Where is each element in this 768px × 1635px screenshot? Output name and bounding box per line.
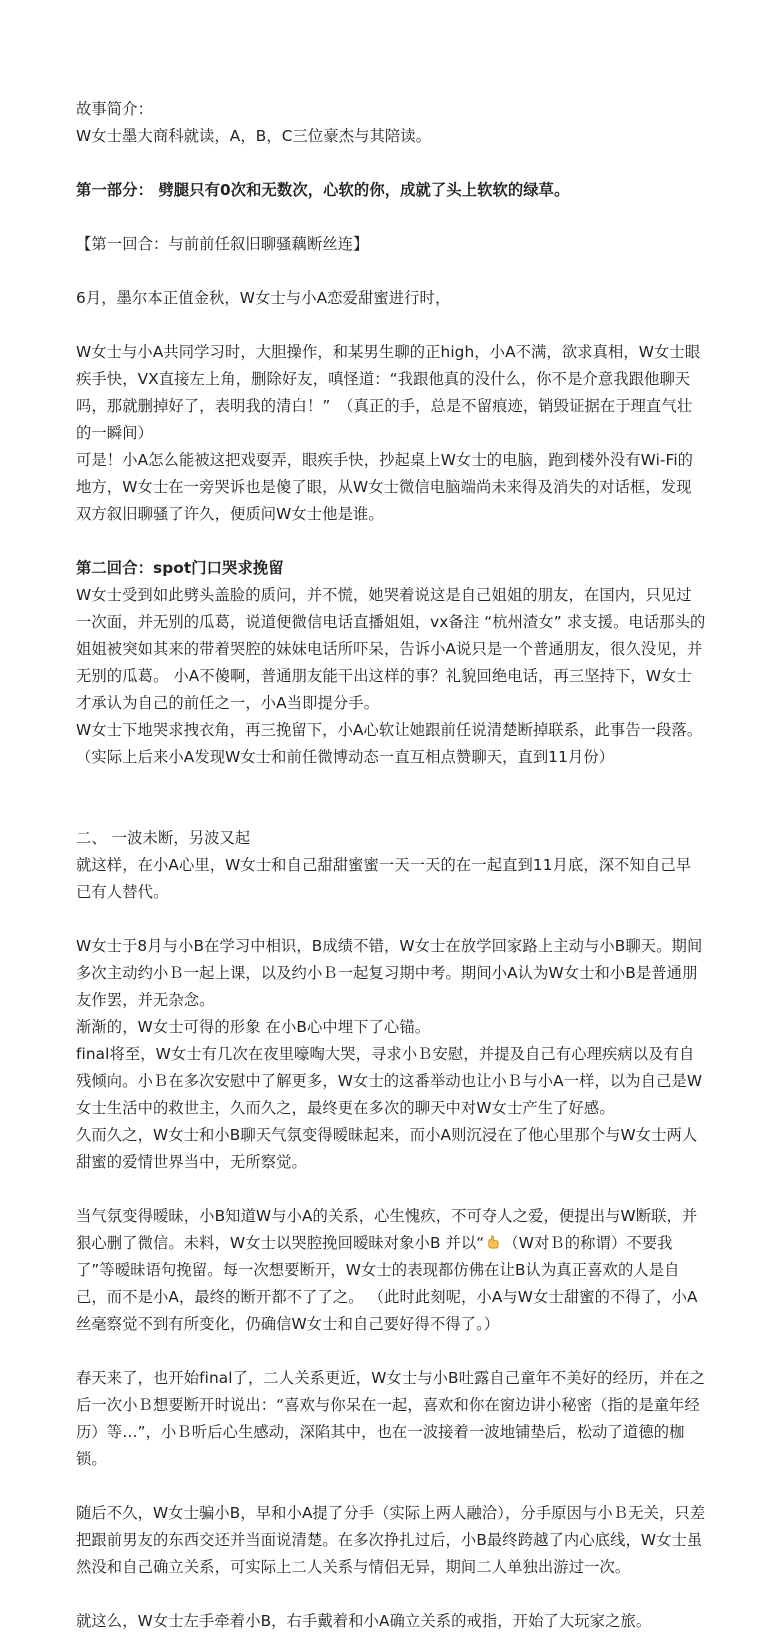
section2-paragraph-3: 渐渐的，W女士可得的形象 在小B心中埋下了心锚。 (76, 1018, 431, 1036)
intro-line: W女士墨大商科就读，A，B，C三位豪杰与其陪读。 (76, 127, 432, 145)
round1-paragraph-2: W女士与小A共同学习时，大胆操作，和某男生聊的正high，小A不满，欲求真相，W女士眼疾手快，VX直接左上角，删除好友，嗔怪道：“我跟他真的没什么，你不是介意我跟他聊天吗，那就删掉好了，表明我的清白！” （真正的手，总是不留痕迹，销毁证据在于理直气壮的一瞬间） (76, 343, 701, 442)
section2-paragraph-7: 春天来了，也开始final了，二人关系更近，W女士与小B吐露自己童年不美好的经历，并在之后一次小Ｂ想要断开时说出：“喜欢与你呆在一起，喜欢和你在窗边讲小秘密（指的是童年经历）等…”，小Ｂ听后心生感动，深陷其中，也在一波接着一波地铺垫后，松动了道德的枷锁。 (76, 1369, 705, 1468)
round1-paragraph-3: 可是！小A怎么能被这把戏耍弄，眼疾手快，抄起桌上W女士的电脑，跑到楼外没有Wi-Fi的地方，W女士在一旁哭诉也是傻了眼，从W女士微信电脑端尚未来得及消失的对话框，发现双方叙旧聊骚了许久，便质问W女士他是谁。 (76, 451, 694, 523)
section2-paragraph-6-after: （W对Ｂ的称谓）不要我了”等暧昧语句挽留。每一次想要断开，W女士的表现都仿佛在让B认为真正喜欢的人是自己，而不是小A，最终的断开都不了了之。 （此时此刻呢，小A与W女士甜蜜的不得了，小A丝毫察觉不到有所变化，仍确信W女士和自己要好得不得了。） (76, 1234, 698, 1333)
round2-paragraph-1: W女士受到如此劈头盖脸的质问，并不慌，她哭着说这是自己姐姐的朋友，在国内，只见过一次面，并无别的瓜葛，说道便微信电话直播姐姐，vx备注 “杭州渣女” 求支援。电话那头的姐姐被突如其来的带着哭腔的妹妹电话所吓呆，告诉小A说只是一个普通朋友，很久没见，并无别的瓜葛。 小A不傻啊，普通朋友能干出这样的事？礼貌回绝电话，再三坚持下，W女士才承认为自己的前任之一，小A当即提分手。 (76, 586, 706, 712)
pointing-hand-emoji-icon (486, 1235, 501, 1250)
intro-heading: 故事简介： (76, 100, 153, 118)
round1-title: 【第一回合：与前前任叙旧聊骚藕断丝连】 (76, 235, 369, 253)
section2-paragraph-6-before: 当气氛变得暧昧，小B知道W与小A的关系，心生愧疚，不可夺人之爱，便提出与W断联，并狠心删了微信。未料，W女士以哭腔挽回暧昧对象小B 并以“ (76, 1207, 698, 1252)
section2-paragraph-9: 就这么，W女士左手牵着小B，右手戴着和小A确立关系的戒指，开始了大玩家之旅。 (76, 1612, 652, 1630)
section2-paragraph-2: W女士于8月与小B在学习中相识，B成绩不错，W女士在放学回家路上主动与小B聊天。期间多次主动约小Ｂ一起上课，以及约小Ｂ一起复习期中考。期间小A认为W女士和小B是普通朋友作罢，并无杂念。 (76, 937, 703, 1009)
section2-paragraph-6 (76, 1203, 706, 1338)
round2-paragraph-2: W女士下地哭求拽衣角，再三挽留下，小A心软让她跟前任说清楚断掉联系，此事告一段落。 （实际上后来小A发现W女士和前任微博动态一直互相点赞聊天，直到11月份） (76, 721, 708, 766)
round1-paragraph-1: 6月，墨尔本正值金秋，W女士与小A恋爱甜蜜进行时， (76, 289, 451, 307)
round2-title: 第二回合：spot门口哭求挽留 (76, 559, 284, 577)
section2-title: 二、 一波未断，另波又起 (76, 829, 251, 847)
section2-paragraph-1: 就这样，在小A心里，W女士和自己甜甜蜜蜜一天一天的在一起直到11月底，深不知自己早已有人替代。 (76, 856, 692, 901)
part1-title: 第一部分： 劈腿只有0次和无数次，心软的你，成就了头上软软的绿草。 (76, 181, 570, 199)
section2-paragraph-5: 久而久之，W女士和小B聊天气氛变得暧昧起来，而小A则沉浸在了他心里那个与W女士两人甜蜜的爱情世界当中，无所察觉。 (76, 1126, 698, 1171)
section2-paragraph-4: final将至，W女士有几次在夜里嚎啕大哭，寻求小Ｂ安慰，并提及自己有心理疾病以及有自残倾向。小Ｂ在多次安慰中了解更多，W女士的这番举动也让小Ｂ与小A一样，以为自己是W女士生活中的救世主，久而久之，最终更在多次的聊天中对W女士产生了好感。 (76, 1045, 703, 1117)
section2-paragraph-8: 随后不久，W女士骗小B，早和小A提了分手（实际上两人融洽），分手原因与小Ｂ无关，只差把跟前男友的东西交还并当面说清楚。在多次挣扎过后，小B最终跨越了内心底线，W女士虽然没和自己确立关系，可实际上二人关系与情侣无异，期间二人单独出游过一次。 (76, 1504, 706, 1576)
